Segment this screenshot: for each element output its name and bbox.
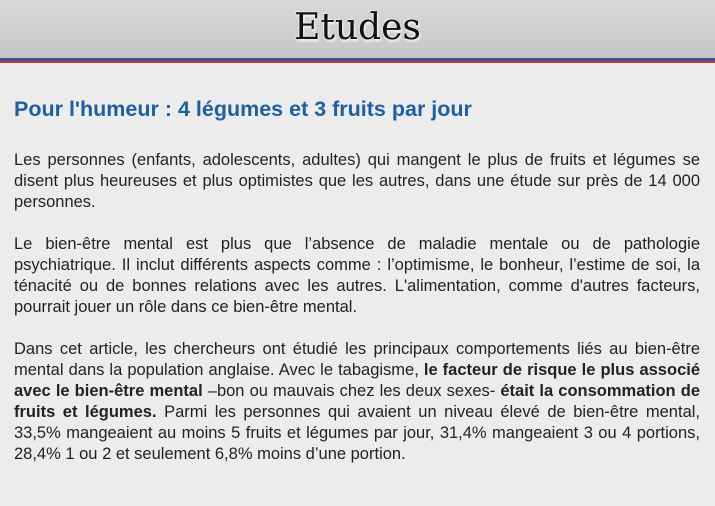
article-title: Pour l'humeur : 4 légumes et 3 fruits par jour [14,97,472,121]
article-paragraph-1: Les personnes (enfants, adolescents, adultes) qui mangent le plus de fruits et légumes se disent plus heureuses et plus optimistes que les autres, dans une étude sur près de 14 000 personnes. [14,151,700,211]
article-body [14,96,700,486]
paragraph-3-text-2: –bon ou mauvais chez les deux sexes- [202,382,501,400]
paragraph-3-text-3: Parmi les personnes qui avaient un niveau élevé de bien-être mental, 33,5% mangeaient au moins 5 fruits et légumes par jour, 31,4% mangeaient 3 ou 4 portions, 28,4% 1 ou 2 et seulement 6,8% moins d’une portion. [14,403,700,463]
header-title: Etudes [294,7,421,48]
paragraph-3-emphasis-2: était la consommation de fruits et légumes. [14,382,700,421]
paragraph-3-emphasis-1: le facteur de risque le plus associé avec le bien-être mental [14,361,700,400]
page-header [0,0,715,58]
header-divider-red [0,61,715,63]
paragraph-3-text-1: Dans cet article, les chercheurs ont étudié les principaux comportements liés au bien-être mental dans la population anglaise. Avec le tabagisme, [14,340,700,379]
article-paragraph-3 [14,339,700,465]
article-paragraph-2: Le bien-être mental est plus que l’absence de maladie mentale ou de pathologie psychiatrique. Il inclut différents aspects comme : l’optimisme, le bonheur, l’estime de soi, la ténacité ou de bonnes relations avec les autres. L'alimentation, comme d'autres facteurs, pourrait jouer un rôle dans ce bien-être mental. [14,235,700,316]
